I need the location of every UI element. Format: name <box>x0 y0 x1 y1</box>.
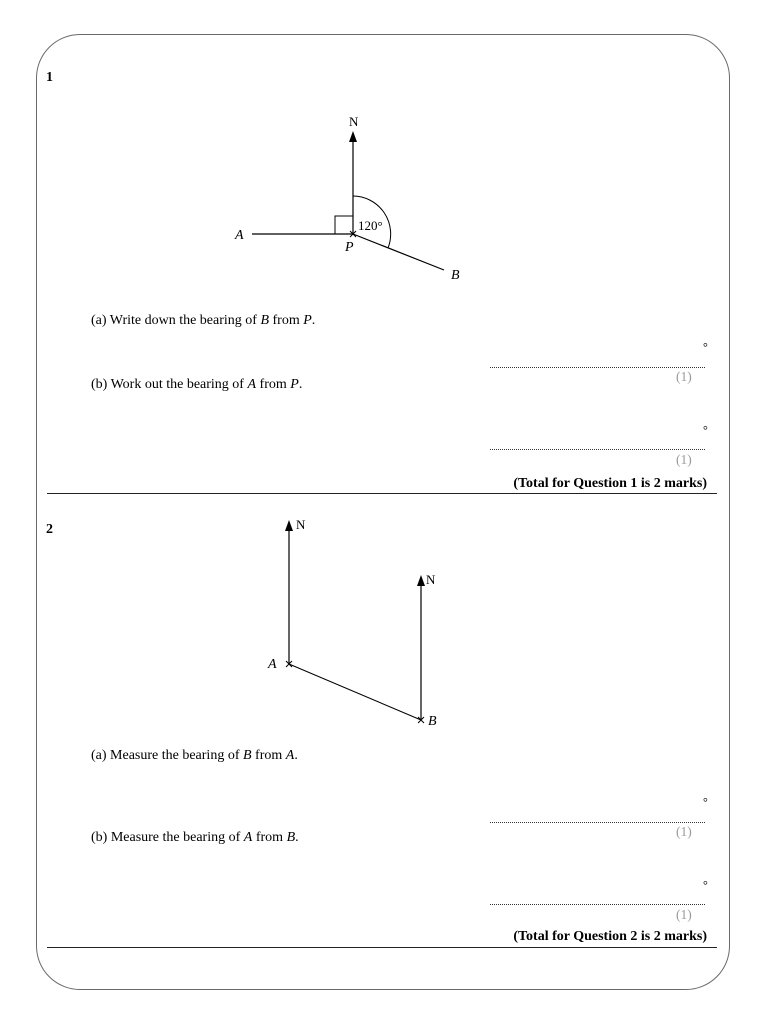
marks-1b: (1) <box>676 452 692 467</box>
marks-2a: (1) <box>676 824 692 839</box>
degree-symbol: ° <box>703 795 708 809</box>
question-divider <box>47 493 717 494</box>
north-label-a: N <box>296 517 306 532</box>
question-1-total: (Total for Question 1 is 2 marks) <box>513 476 707 491</box>
point-a-label: A <box>268 657 277 672</box>
question-1-diagram <box>0 100 768 400</box>
question-divider <box>47 947 717 948</box>
answer-line-1a[interactable] <box>490 367 705 368</box>
question-1-number: 1 <box>46 70 53 85</box>
north-arrowhead-a-icon <box>285 520 293 531</box>
degree-symbol: ° <box>703 423 708 437</box>
north-arrowhead-b-icon <box>417 575 425 586</box>
degree-symbol: ° <box>703 340 708 354</box>
question-1b-text: (b) Work out the bearing of A from P. <box>91 377 303 392</box>
question-2-diagram <box>0 500 768 760</box>
point-b-label: B <box>451 268 460 283</box>
north-arrowhead-icon <box>349 131 357 142</box>
question-1a-text: (a) Write down the bearing of B from P. <box>91 313 316 328</box>
line-ab <box>289 664 421 720</box>
answer-line-2a[interactable] <box>490 822 705 823</box>
question-2a-text: (a) Measure the bearing of B from A. <box>91 748 298 763</box>
answer-line-2b[interactable] <box>490 904 705 905</box>
question-2-number: 2 <box>46 522 53 537</box>
question-2-total: (Total for Question 2 is 2 marks) <box>513 929 707 944</box>
point-p-label: P <box>345 240 354 255</box>
point-a-label: A <box>235 228 244 243</box>
north-label: N <box>349 114 359 129</box>
angle-label: 120° <box>358 218 383 233</box>
north-label-b: N <box>426 572 436 587</box>
answer-line-1b[interactable] <box>490 449 705 450</box>
marks-2b: (1) <box>676 907 692 922</box>
degree-symbol: ° <box>703 878 708 892</box>
question-2b-text: (b) Measure the bearing of A from B. <box>91 830 299 845</box>
line-pb <box>353 234 444 270</box>
marks-1a: (1) <box>676 369 692 384</box>
point-b-label: B <box>428 714 437 729</box>
